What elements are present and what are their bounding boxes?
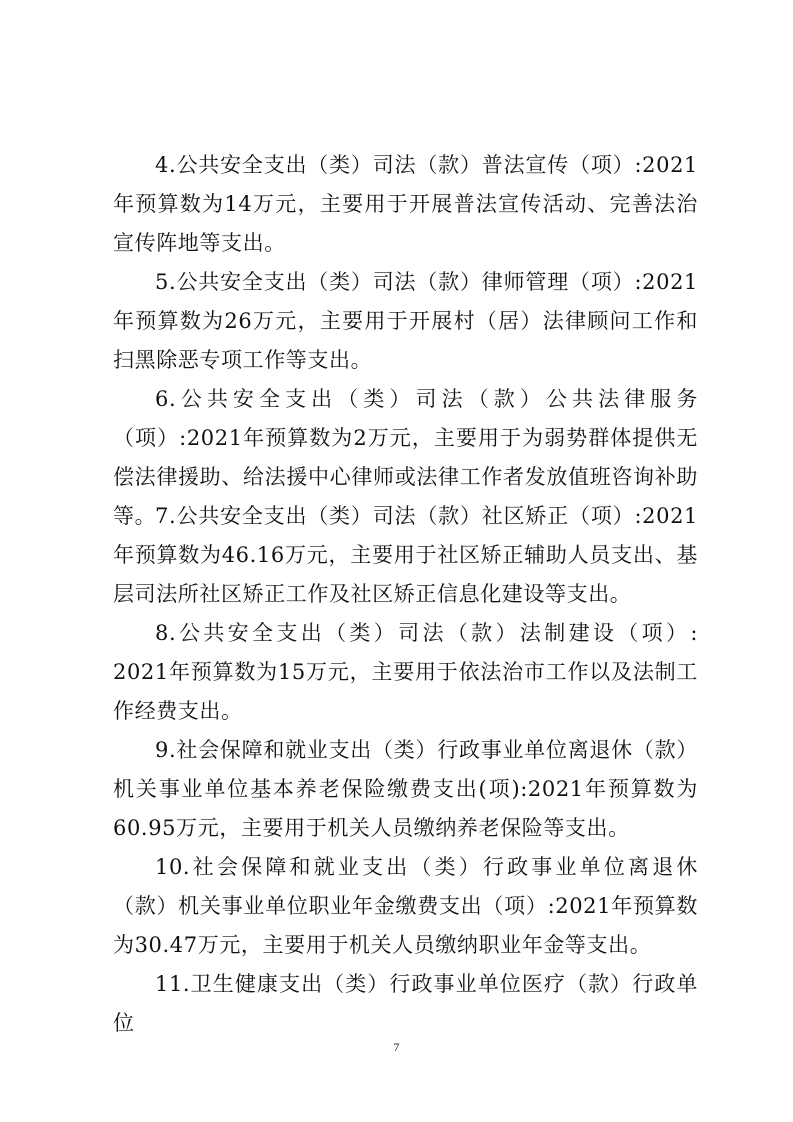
paragraph-item-4: 4.公共安全支出（类）司法（款）普法宣传（项）:2021年预算数为14万元，主要用于开展普法宣传活动、完善法治宣传阵地等支出。 <box>113 153 698 255</box>
paragraph-item-6: 6.公共安全支出（类）司法（款）公共法律服务（项）:2021年预算数为2万元，主要用于为弱势群体提供无偿法律援助、给法援中心律师或法律工作者发放值班咨询补助等。 <box>113 387 698 528</box>
paragraph-item-8: 8.公共安全支出（类）司法（款）法制建设（项）: 2021年预算数为15万元，主要用于依法治市工作以及法制工作经费支出。 <box>113 621 698 723</box>
paragraph-item-11: 11.卫生健康支出（类）行政事业单位医疗（款）行政单位 <box>113 972 698 1035</box>
paragraph-item-7: 7.公共安全支出（类）司法（款）社区矫正（项）:2021年预算数为46.16万元，主要用于社区矫正辅助人员支出、基层司法所社区矫正工作及社区矫正信息化建设等支出。 <box>113 504 698 606</box>
paragraph-item-10: 10.社会保障和就业支出（类）行政事业单位离退休（款）机关事业单位职业年金缴费支出（项）:2021年预算数为30.47万元，主要用于机关人员缴纳职业年金等支出。 <box>113 855 698 957</box>
paragraph-item-5: 5.公共安全支出（类）司法（款）律师管理（项）:2021年预算数为26万元，主要用于开展村（居）法律顾问工作和扫黑除恶专项工作等支出。 <box>113 270 698 372</box>
page-number: 7 <box>393 1040 400 1054</box>
paragraph-item-9: 9.社会保障和就业支出（类）行政事业单位离退休（款）机关事业单位基本养老保险缴费支出(项):2021年预算数为60.95万元，主要用于机关人员缴纳养老保险等支出。 <box>113 738 698 840</box>
